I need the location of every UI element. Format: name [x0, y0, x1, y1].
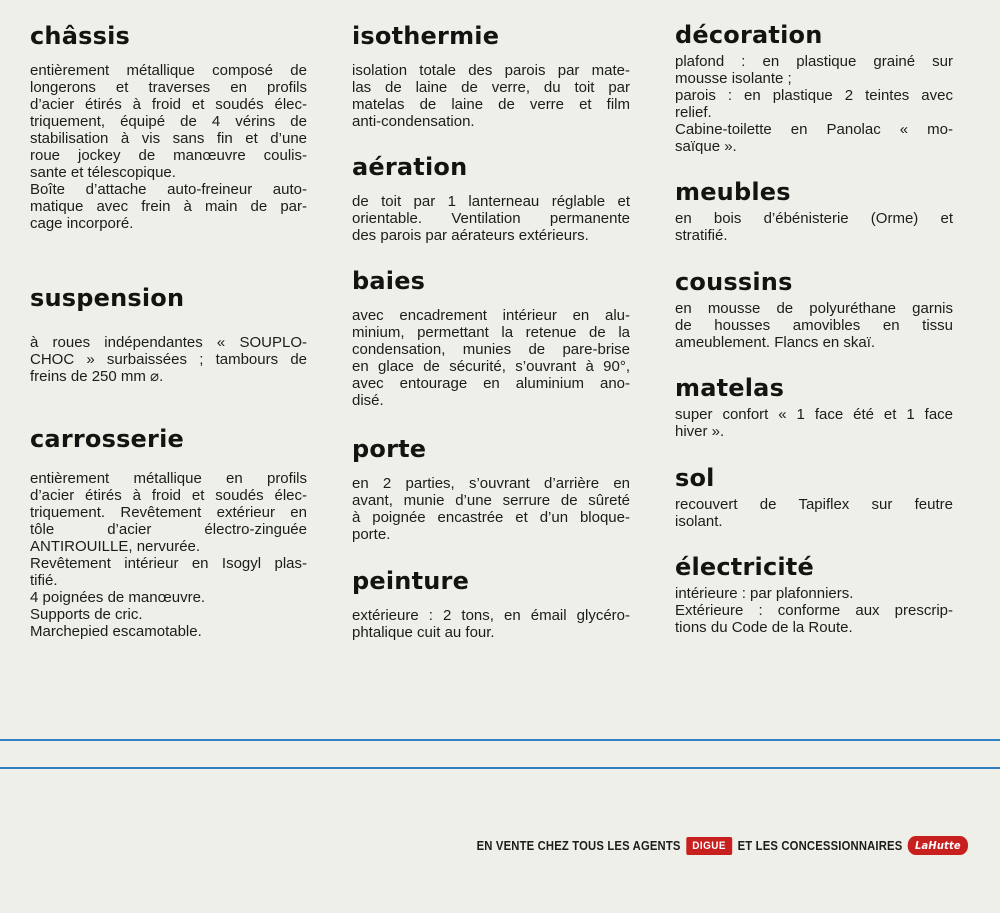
text-line: longerons et traverses en profils: [30, 79, 307, 96]
digue-logo: DIGUE: [686, 837, 732, 855]
section-body: [30, 470, 307, 640]
section-body: [352, 62, 630, 130]
footer-sales-line: [477, 836, 968, 855]
section-heading: châssis: [30, 22, 130, 50]
text-line: minium, permettant la retenue de la: [352, 324, 630, 341]
text-line: porte.: [352, 526, 391, 543]
section-isothermie: [352, 22, 630, 130]
section-heading: meubles: [675, 178, 791, 206]
section-body: [675, 210, 953, 244]
text-line: à poignée encastrée et d’un bloque-: [352, 509, 630, 526]
text-line: d’acier étirés à froid et soudés élec-: [30, 487, 307, 504]
section-heading: baies: [352, 267, 426, 295]
section-body: [675, 300, 953, 351]
text-line: Boîte d’attache auto-freineur auto-: [30, 181, 307, 198]
section-chassis: [30, 22, 307, 232]
text-line: saïque ».: [675, 138, 737, 155]
text-line: extérieure : 2 tons, en émail glycéro-: [352, 607, 630, 624]
section-body: [675, 406, 953, 440]
text-line: matelas de laine de verre et film: [352, 96, 630, 113]
text-line: Cabine-toilette en Panolac « mo-: [675, 121, 953, 138]
section-body: [675, 496, 953, 530]
text-line: roue jockey de manœuvre coulis-: [30, 147, 307, 164]
text-line: avant, munie d’une serrure de sûreté: [352, 492, 630, 509]
text-line: stabilisation à vis sans fin et d’une: [30, 130, 307, 147]
text-line: condensation, munies de pare-brise: [352, 341, 630, 358]
section-heading: porte: [352, 435, 427, 463]
text-line: entièrement métallique composé de: [30, 62, 307, 79]
text-line: tifié.: [30, 572, 58, 589]
text-line: avec encadrement intérieur en alu-: [352, 307, 630, 324]
text-line: CHOC » surbaissées ; tambours de: [30, 351, 307, 368]
text-line: orientable. Ventilation permanente: [352, 210, 630, 227]
section-body: [30, 334, 307, 385]
blue-rule-top: [0, 739, 1000, 741]
text-line: Marchepied escamotable.: [30, 623, 202, 640]
text-line: à roues indépendantes « SOUPLO-: [30, 334, 307, 351]
text-line: d’acier étirés à froid et soudés élec-: [30, 96, 307, 113]
section-body: [352, 193, 630, 244]
section-body: [352, 475, 630, 543]
text-line: triquement, équipé de 4 vérins de: [30, 113, 307, 130]
text-line: plafond : en plastique grainé sur: [675, 53, 953, 70]
text-line: super confort « 1 face été et 1 face: [675, 406, 953, 423]
section-aeration: [352, 153, 630, 244]
text-line: en glace de sécurité, s’ouvrant à 90°,: [352, 358, 630, 375]
text-line: avec entourage en aluminium ano-: [352, 375, 630, 392]
section-decoration: [675, 21, 953, 155]
text-line: freins de 250 mm ⌀.: [30, 368, 164, 385]
text-line: 4 poignées de manœuvre.: [30, 589, 206, 606]
text-line: tôle d’acier électro-zinguée: [30, 521, 307, 538]
text-line: tions du Code de la Route.: [675, 619, 853, 636]
text-line: en 2 parties, s’ouvrant d’arrière en: [352, 475, 630, 492]
section-heading: carrosserie: [30, 425, 184, 453]
text-line: ANTIROUILLE, nervurée.: [30, 538, 201, 555]
section-heading: coussins: [675, 268, 793, 296]
text-line: hiver ».: [675, 423, 725, 440]
section-body: [352, 607, 630, 641]
section-porte: [352, 435, 630, 543]
section-electricite: [675, 553, 953, 636]
text-line: en bois d’ébénisterie (Orme) et: [675, 210, 953, 227]
text-line: sante et télescopique.: [30, 164, 176, 181]
text-line: relief.: [675, 104, 712, 121]
section-body: [30, 62, 307, 232]
text-line: matique avec frein à main de par-: [30, 198, 307, 215]
section-body: [675, 53, 953, 155]
text-line: las de laine de verre, du toit par: [352, 79, 630, 96]
text-line: triquement. Revêtement extérieur en: [30, 504, 307, 521]
text-line: isolation totale des parois par mate-: [352, 62, 630, 79]
text-line: de housses amovibles en tissu: [675, 317, 953, 334]
footer-text-concessionnaires: ET LES CONCESSIONNAIRES: [737, 838, 903, 853]
text-line: cage incorporé.: [30, 215, 134, 232]
section-peinture: [352, 567, 630, 641]
section-heading: peinture: [352, 567, 470, 595]
text-line: stratifié.: [675, 227, 728, 244]
text-line: Revêtement intérieur en Isogyl plas-: [30, 555, 307, 572]
section-coussins: [675, 268, 953, 351]
text-line: mousse isolante ;: [675, 70, 792, 87]
text-line: de toit par 1 lanterneau réglable et: [352, 193, 630, 210]
text-line: entièrement métallique en profils: [30, 470, 307, 487]
section-heading: décoration: [675, 21, 823, 49]
text-line: ameublement. Flancs en skaï.: [675, 334, 876, 351]
section-meubles: [675, 178, 953, 244]
section-matelas: [675, 374, 953, 440]
text-line: phtalique cuit au four.: [352, 624, 495, 641]
text-line: isolant.: [675, 513, 723, 530]
section-baies: [352, 267, 630, 409]
text-line: en mousse de polyuréthane garnis: [675, 300, 953, 317]
section-heading: sol: [675, 464, 715, 492]
section-heading: matelas: [675, 374, 785, 402]
section-heading: aération: [352, 153, 468, 181]
text-line: intérieure : par plafonniers.: [675, 585, 854, 602]
text-line: Supports de cric.: [30, 606, 143, 623]
text-line: des parois par aérateurs extérieurs.: [352, 227, 589, 244]
footer-text-agents: EN VENTE CHEZ TOUS LES AGENTS: [476, 838, 681, 853]
section-body: [675, 585, 953, 636]
lahutte-logo: LaHutte: [908, 836, 968, 855]
text-line: disé.: [352, 392, 384, 409]
section-heading: suspension: [30, 284, 185, 312]
section-heading: isothermie: [352, 22, 500, 50]
section-heading: électricité: [675, 553, 814, 581]
text-line: parois : en plastique 2 teintes avec: [675, 87, 953, 104]
text-line: recouvert de Tapiflex sur feutre: [675, 496, 953, 513]
text-line: Extérieure : conforme aux prescrip-: [675, 602, 953, 619]
text-line: anti-condensation.: [352, 113, 475, 130]
section-body: [352, 307, 630, 409]
blue-rule-bottom: [0, 767, 1000, 769]
section-suspension: [30, 284, 307, 385]
section-carrosserie: [30, 425, 307, 640]
section-sol: [675, 464, 953, 530]
